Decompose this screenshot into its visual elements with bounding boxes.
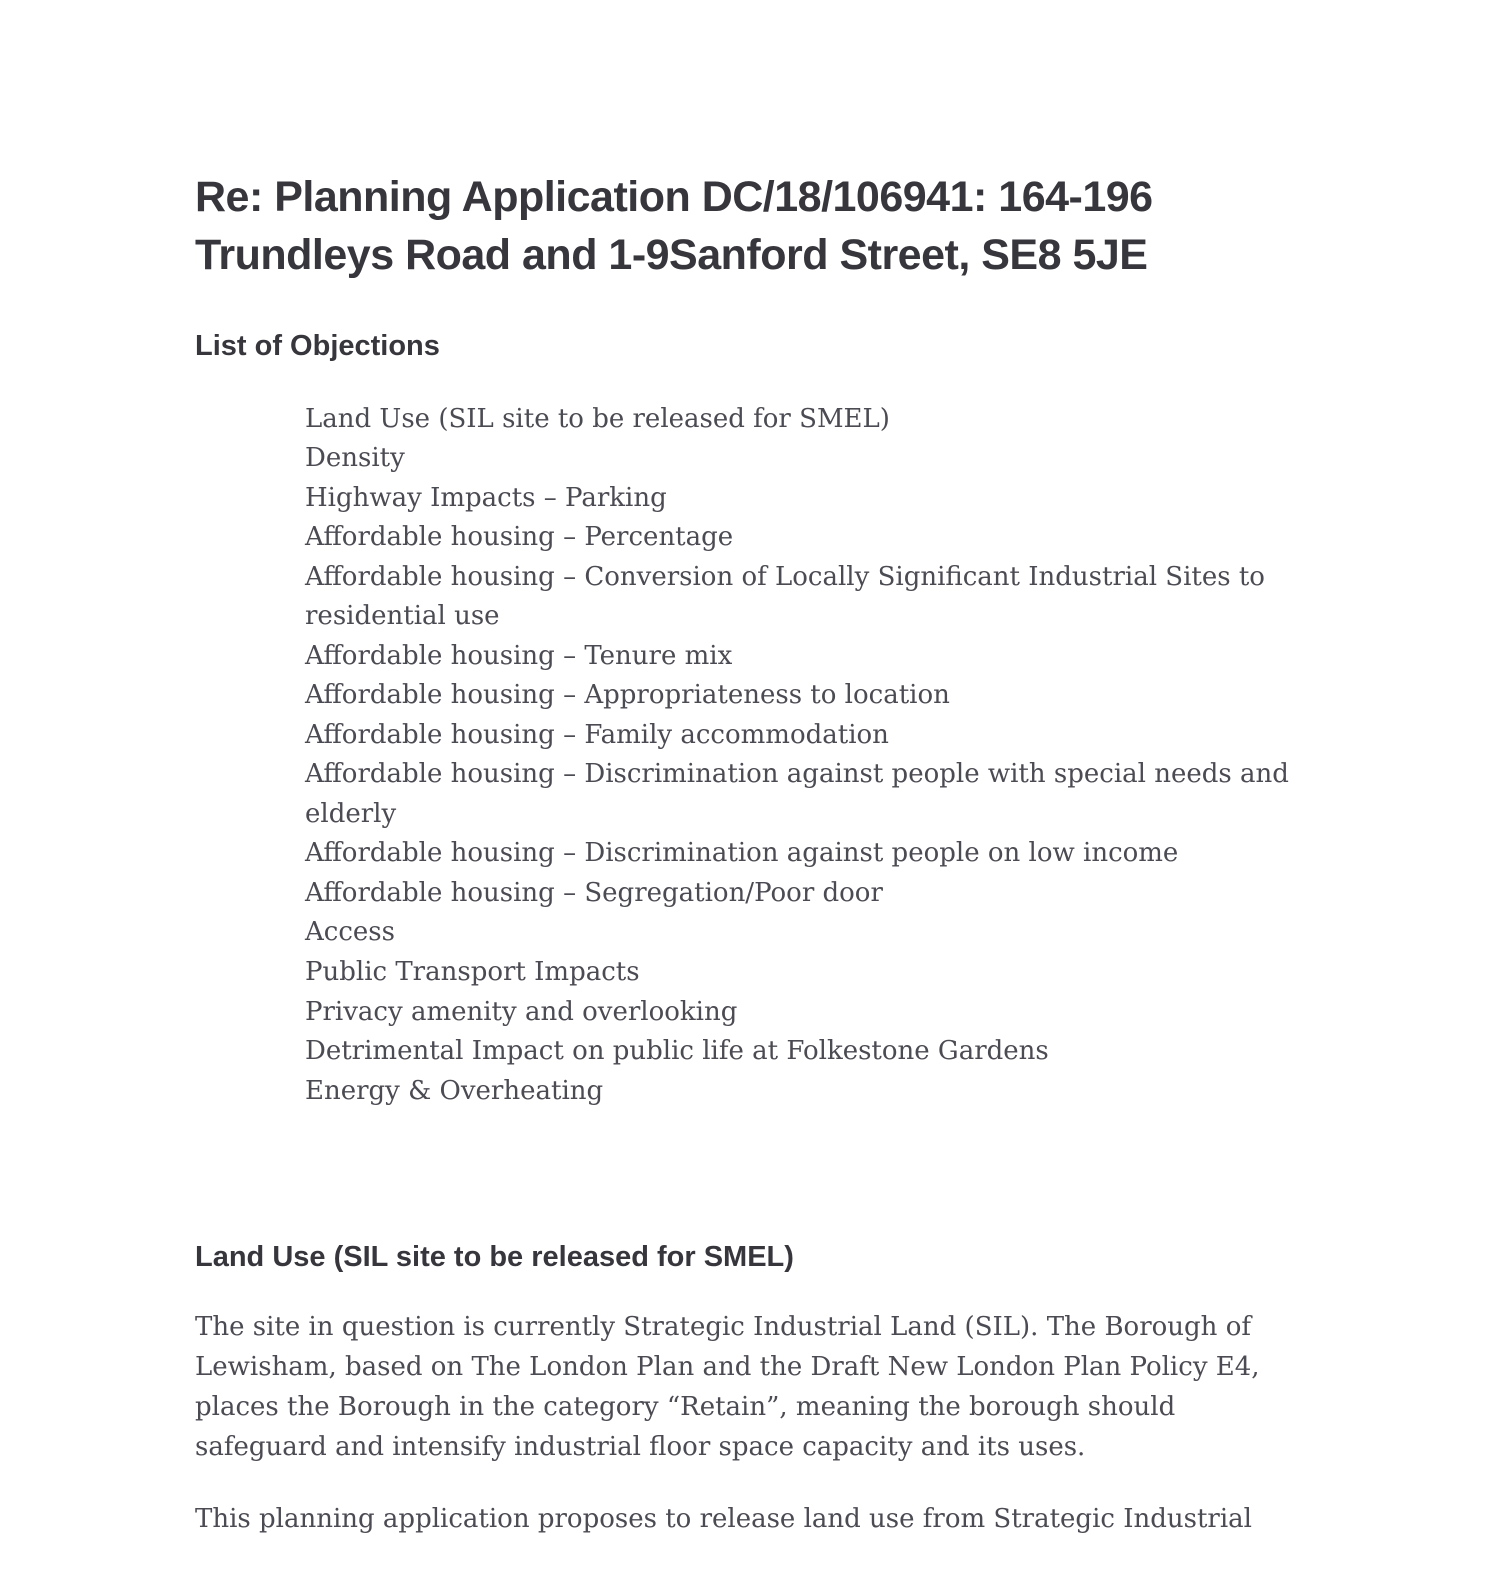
objection-item: Privacy amenity and overlooking [305,996,738,1027]
objections-heading: List of Objections [195,330,440,363]
objection-item: Affordable housing – Tenure mix [305,640,733,671]
section-spacer [195,1111,1310,1239]
land-use-heading: Land Use (SIL site to be released for SMEL) [195,1241,794,1274]
objection-item: Affordable housing – Segregation/Poor door [305,877,883,908]
objection-item: Affordable housing – Appropriateness to location [305,680,950,711]
objection-item: Affordable housing – Discrimination against people with special needs and elderly [305,759,1289,829]
document-title: Re: Planning Application DC/18/106941: 164-196 Trundleys Road and 1-9Sanford Street, SE8 5JE [195,173,1153,280]
objection-item: Public Transport Impacts [305,957,640,987]
objection-item: Affordable housing – Conversion of Locally Significant Industrial Sites to residential use [305,561,1265,632]
land-use-paragraphs [195,1307,1310,1539]
objections-list [305,400,1310,1111]
objection-item: Detrimental Impact on public life at Folkestone Gardens [305,1036,1049,1067]
objection-item: Access [305,917,395,948]
body-paragraph: This planning application proposes to release land use from Strategic Industrial [195,1503,1252,1534]
objection-item: Affordable housing – Family accommodation [305,719,889,750]
objection-item: Land Use (SIL site to be released for SMEL) [305,403,890,434]
land-use-section [195,1239,1310,1539]
objection-item: Affordable housing – Discrimination against people on low income [305,838,1179,869]
objection-item: Density [305,443,405,474]
objection-item: Energy & Overheating [305,1075,604,1106]
objection-item: Affordable housing – Percentage [305,522,734,553]
objection-item: Highway Impacts – Parking [305,482,667,513]
body-paragraph: The site in question is currently Strategic Industrial Land (SIL). The Borough of Lewisham, based on The London Plan and the Draft New London Plan Policy E4, places the Borough in the category “Retain”, meaning the borough should safeguard and intensify industrial floor space capacity and its uses. [195,1311,1260,1462]
document-content [195,168,1310,1571]
